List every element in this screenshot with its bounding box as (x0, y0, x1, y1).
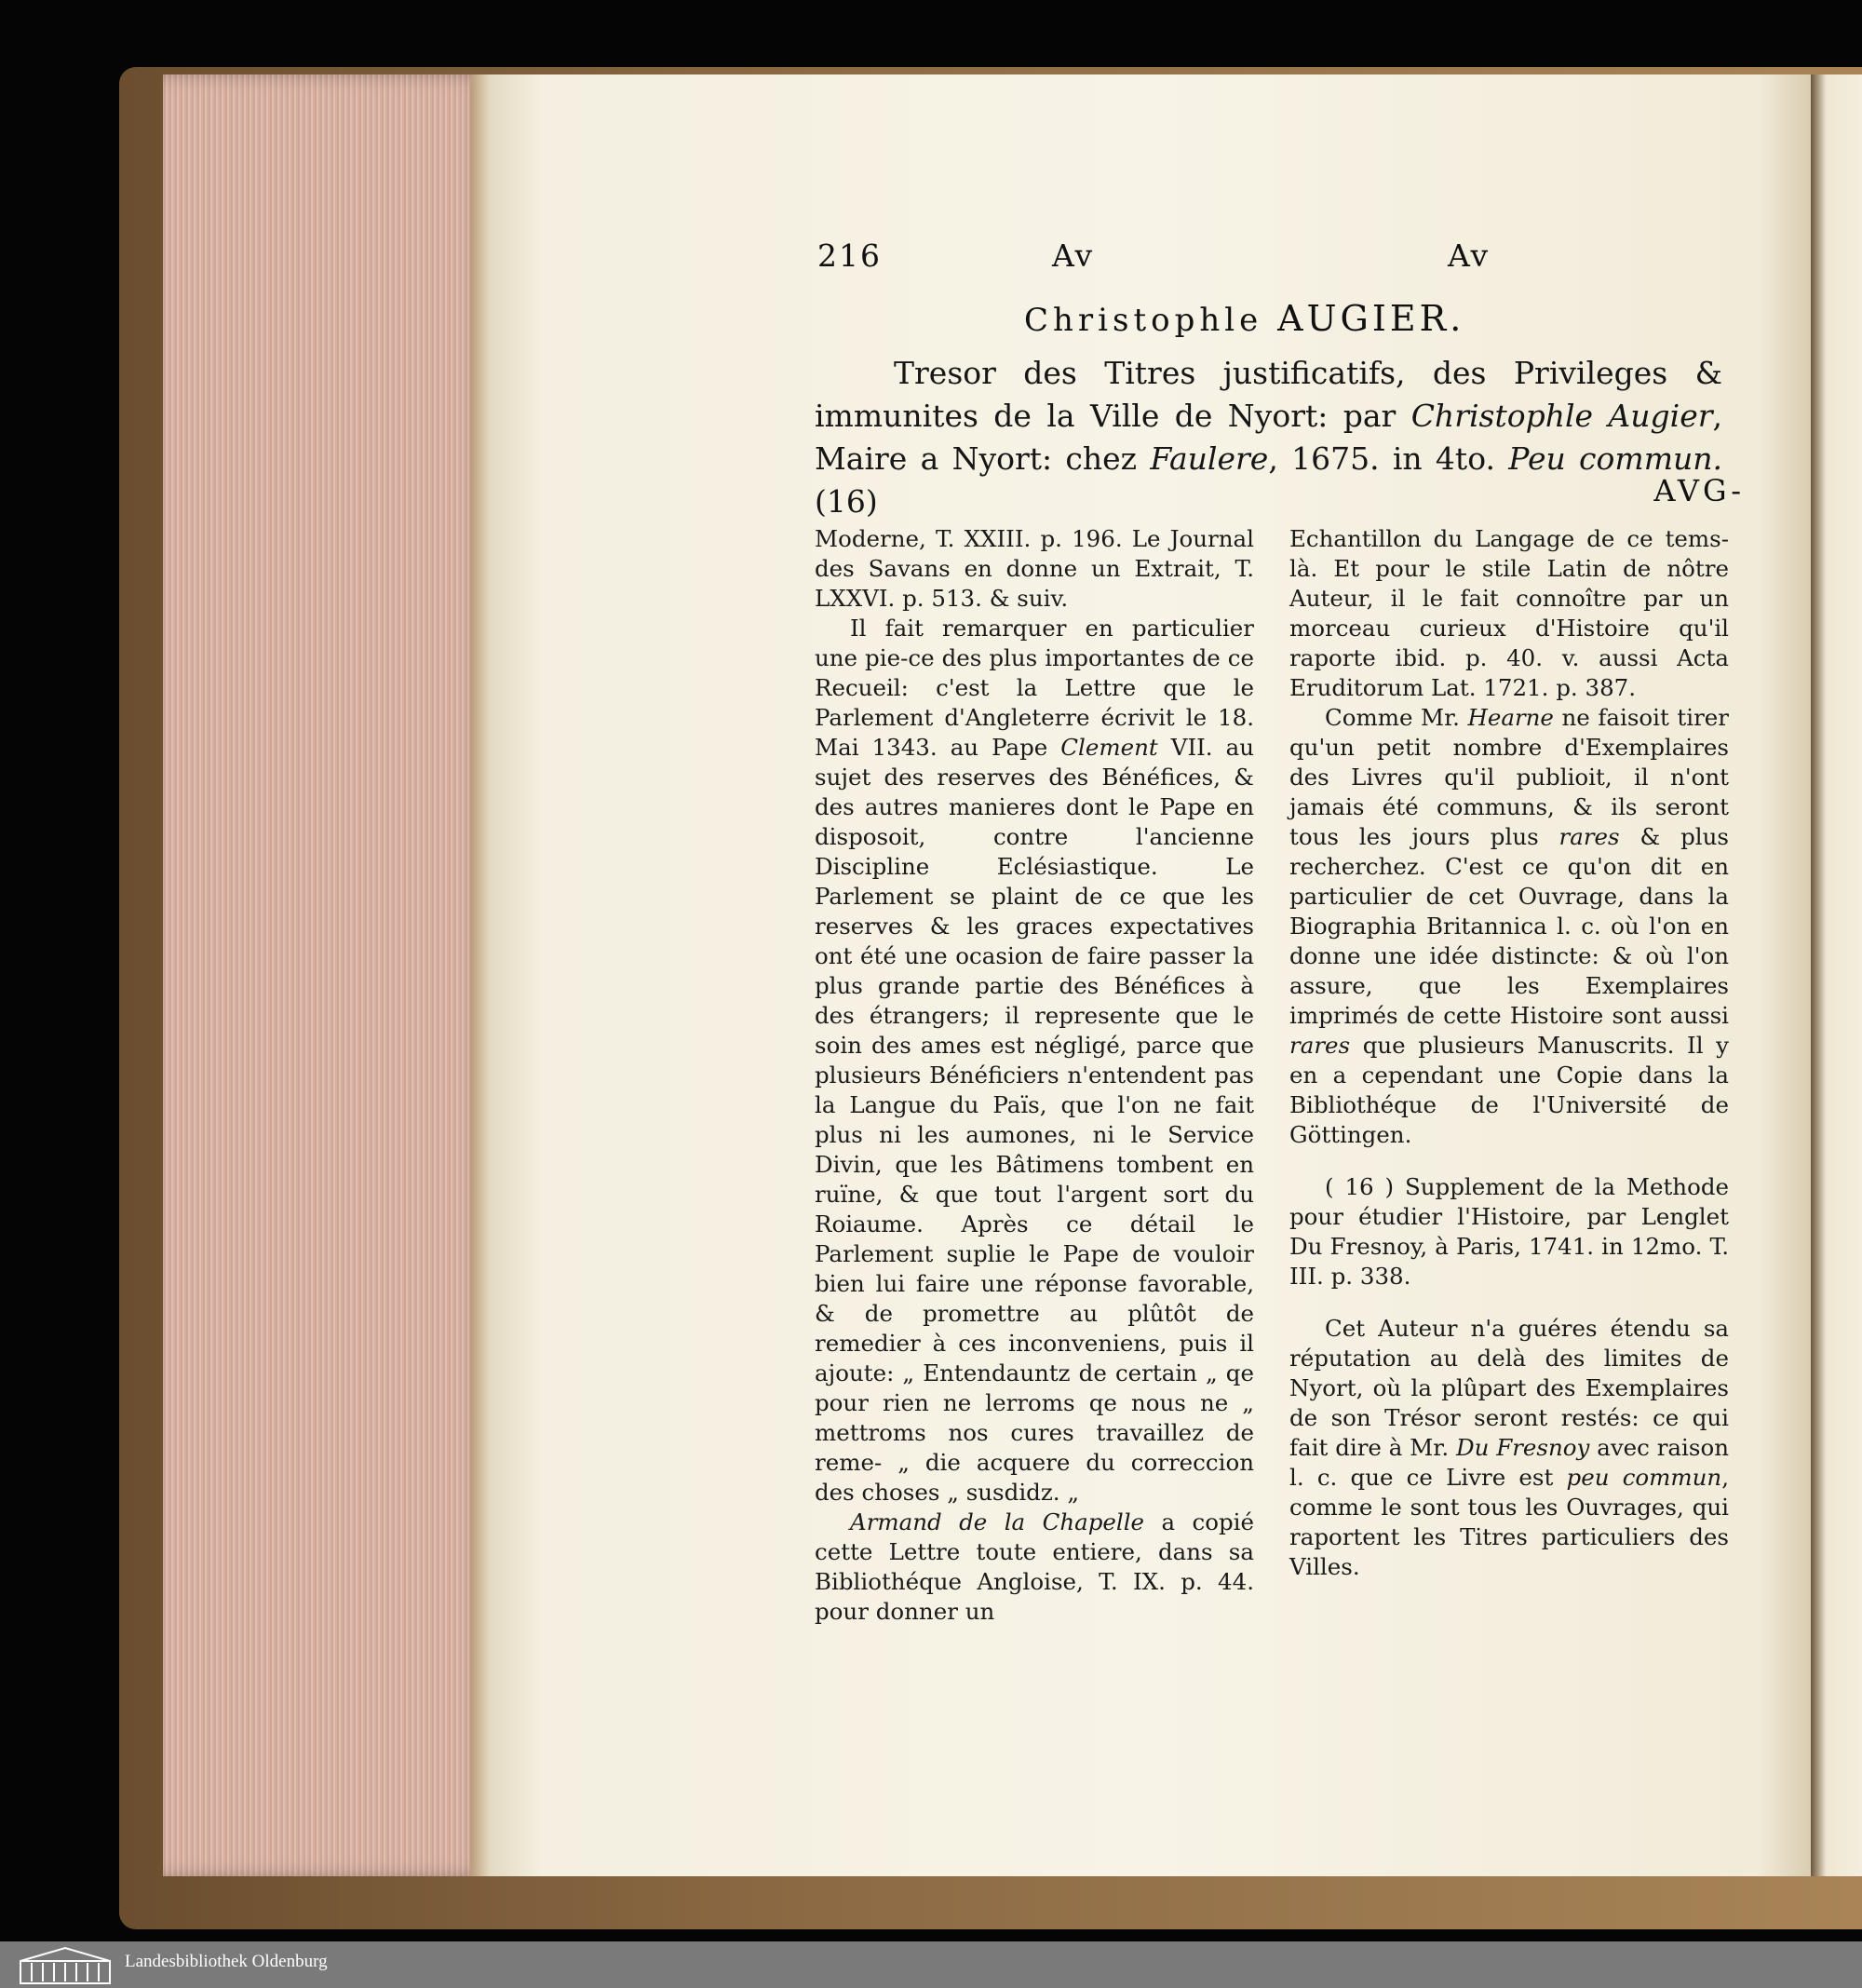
left-italic: Armand de la Chapelle (850, 1508, 1145, 1535)
right-text: Comme Mr. (1325, 704, 1468, 731)
page-number: 216 (817, 237, 882, 274)
right-text: Cet Auteur n'a guéres étendu sa réputation au delà des limites de Nyort, où la plûpart des Exemplaires de son Trésor seront restés: ce qui fait dire à Mr. (1289, 1315, 1729, 1461)
entry-title (1024, 298, 1464, 339)
left-column (815, 524, 1254, 1627)
page-gutter (470, 74, 491, 1876)
right-text: avec raison l. c. que ce Livre est (1289, 1434, 1729, 1491)
right-text: & plus recherchez. C'est ce qu'on dit en particulier de cet Ouvrage, dans la Biographia Britannica l. c. où l'on en donne une idée distincte: & où l'on assure, que les Exemplaires imprimés de cette Histoire sont aussi (1289, 823, 1729, 1029)
entry-publisher-italic: Faulere (1150, 440, 1269, 477)
right-italic: rares (1289, 1032, 1351, 1059)
right-italic: rares (1558, 823, 1620, 850)
library-building-icon (19, 1944, 112, 1985)
left-italic: Clement (1060, 734, 1158, 761)
right-italic: peu commun (1566, 1464, 1722, 1491)
right-text: ne faisoit tirer qu'un petit nombre d'Exemplaires des Livres qu'il publioit, il n'ont jamais été communs, & ils seront tous les jours plus (1289, 704, 1729, 850)
left-text: Il fait remarquer en particulier une pie-ce des plus importantes de ce Recueil: c'est la Lettre que le Parlement d'Angleterre écrivit le 18. Mai 1343. au Pape (815, 615, 1254, 761)
entry-paragraph (815, 352, 1722, 523)
library-name: Landesbibliothek Oldenburg (125, 1952, 328, 1971)
entry-text: , Maire a Nyort: chez (815, 398, 1722, 477)
right-italic: Du Fresnoy (1455, 1434, 1590, 1461)
right-italic: Hearne (1467, 704, 1554, 731)
running-head-right: Av (1448, 237, 1491, 274)
facing-page-edge (1811, 74, 1862, 1876)
left-para-3 (815, 1508, 1254, 1627)
entry-text: Tresor des Titres justificatifs, des Privileges & immunites de la Ville de Nyort: par (815, 355, 1722, 434)
footnote-ref: (16) (815, 483, 878, 520)
left-text: VII. au sujet des reserves des Bénéfices, & des autres manieres dont le Pape en disposoit, contre l'ancienne Discipline Eclésiastique. Le Parlement se plaint de ce que les reserves & les graces expectatives ont été une ocasion de faire passer la plus grande partie des Bénéfices à des étrangers; il represente que le soin des ames est négligé, parce que plusieurs Bénéficiers n'entendent pas la Langue du Païs, que l'on ne fait plus ni les aumones, ni le Service Divin, que les Bâtimens tombent en ruïne, & que tout l'argent sort du Roiaume. Après ce détail le Parlement suplie le Pape de vouloir bien lui faire une réponse favorable, & de promettre au plûtôt de remedier à ces inconveniens, puis il ajoute: „ Entendauntz de certain „ qe pour rien ne lerroms qe nous ne „ mettroms nos cures travaillez de reme- „ die acquere du correccion des choses „ susdidz. „ (815, 734, 1254, 1506)
footnote-16: ( 16 ) Supplement de la Methode pour étudier l'Histoire, par Lenglet Du Fresnoy, à Paris, 1741. in 12mo. T. III. p. 338. (1289, 1173, 1729, 1290)
right-para-2 (1289, 703, 1729, 1150)
right-para-3 (1289, 1314, 1729, 1582)
entry-author-italic: Christophle Augier (1410, 398, 1713, 434)
author-last-name: AUGIER. (1277, 298, 1465, 339)
author-first-name: Christophle (1024, 302, 1263, 339)
entry-text: , 1675. in 4to. (1268, 440, 1509, 477)
right-para-1: Echantillon du Langage de ce tems-là. Et pour le stile Latin de nôtre Auteur, il le fait connoître par un morceau curieux d'Histoire qu'il raporte ibid. p. 40. v. aussi Acta Eruditorum Lat. 1721. p. 387. (1289, 525, 1729, 701)
right-column (1289, 524, 1729, 1582)
left-text: a copié cette Lettre toute entiere, dans sa Bibliothéque Angloise, T. IX. p. 44. pour donner un (815, 1508, 1254, 1625)
right-text: que plusieurs Manuscrits. Il y en a cependant une Copie dans la Bibliothéque de l'Université de Göttingen. (1289, 1032, 1729, 1148)
right-text: , comme le sont tous les Ouvrages, qui raportent les Titres particuliers des Villes. (1289, 1464, 1729, 1580)
left-para-1: Moderne, T. XXIII. p. 196. Le Journal des Savans en donne un Extrait, T. LXXVI. p. 513. & suiv. (815, 525, 1254, 612)
page-block-edge (163, 74, 489, 1876)
catchword: AVG- (1653, 473, 1745, 508)
left-para-2 (815, 614, 1254, 1508)
entry-rarity-italic: Peu commun. (1508, 440, 1722, 477)
running-head-left: Av (1052, 237, 1095, 274)
